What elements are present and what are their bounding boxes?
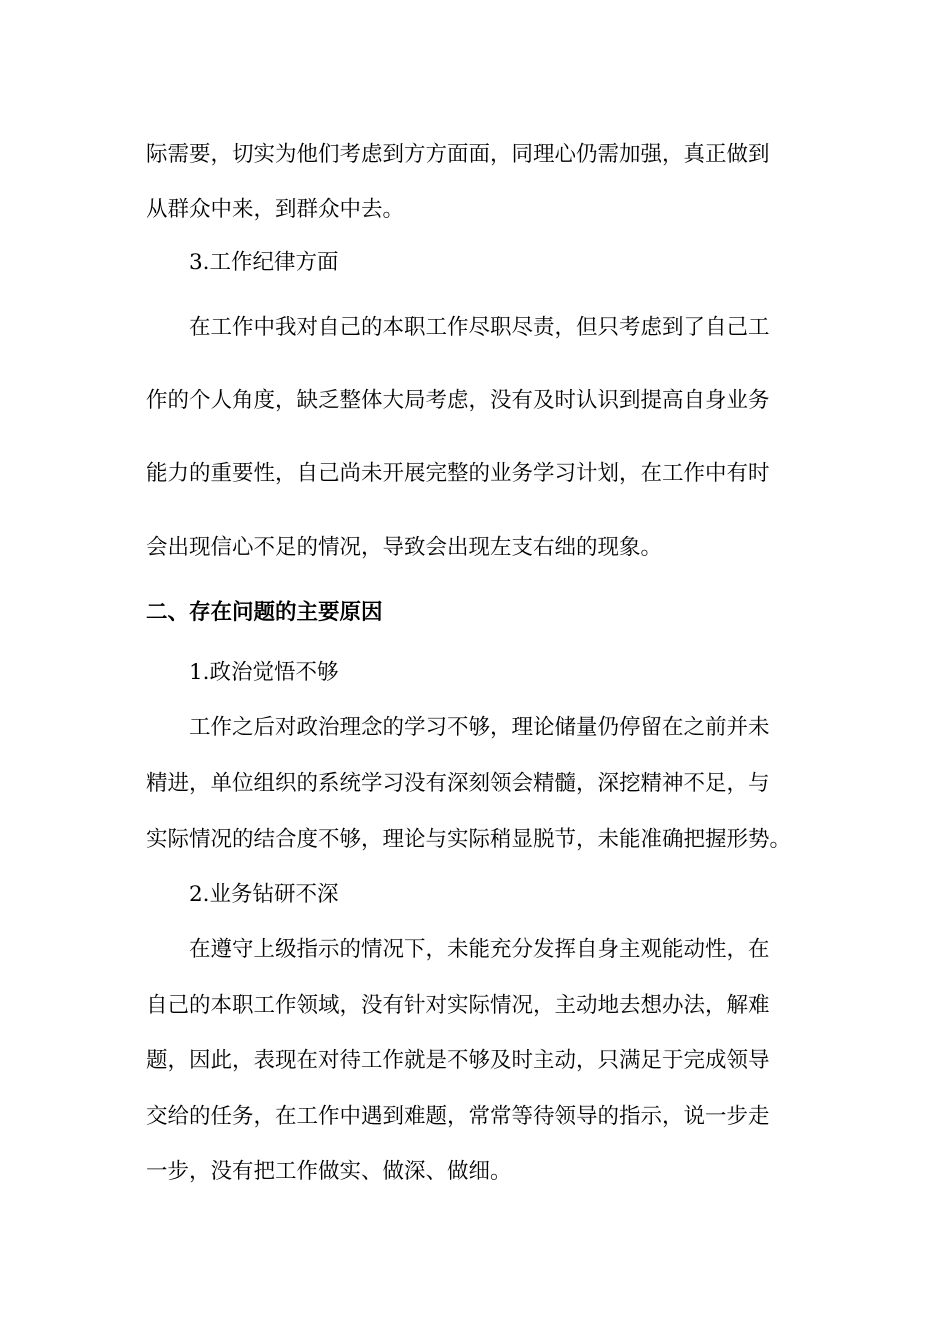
subsection-heading: 2.业务钻研不深 bbox=[189, 882, 339, 907]
text-line: 作的个人角度，缺乏整体大局考虑，没有及时认识到提高自身业务 bbox=[146, 388, 770, 413]
paragraph-start: 工作之后对政治理念的学习不够，理论储量仍停留在之前并未 bbox=[189, 715, 770, 740]
subsection-heading: 3.工作纪律方面 bbox=[189, 250, 339, 275]
text-line: 际需要，切实为他们考虑到方方面面，同理心仍需加强，真正做到 bbox=[146, 142, 770, 167]
text-line: 会出现信心不足的情况，导致会出现左支右绌的现象。 bbox=[146, 535, 663, 560]
text-line: 交给的任务，在工作中遇到难题，常常等待领导的指示，说一步走 bbox=[146, 1104, 770, 1129]
text-line: 一步，没有把工作做实、做深、做细。 bbox=[146, 1159, 512, 1184]
text-line: 能力的重要性，自己尚未开展完整的业务学习计划，在工作中有时 bbox=[146, 461, 770, 486]
text-line: 实际情况的结合度不够，理论与实际稍显脱节，未能准确把握形势。 bbox=[146, 827, 792, 852]
subsection-heading: 1.政治觉悟不够 bbox=[189, 660, 339, 685]
text-line: 题，因此，表现在对待工作就是不够及时主动，只满足于完成领导 bbox=[146, 1048, 770, 1073]
text-line: 自己的本职工作领域，没有针对实际情况，主动地去想办法，解难 bbox=[146, 993, 770, 1018]
section-heading: 二、存在问题的主要原因 bbox=[146, 600, 383, 625]
paragraph-start: 在工作中我对自己的本职工作尽职尽责，但只考虑到了自己工 bbox=[189, 315, 770, 340]
text-line: 精进，单位组织的系统学习没有深刻领会精髓，深挖精神不足，与 bbox=[146, 771, 770, 796]
text-line: 从群众中来，到群众中去。 bbox=[146, 197, 405, 222]
paragraph-start: 在遵守上级指示的情况下，未能充分发挥自身主观能动性，在 bbox=[189, 937, 770, 962]
